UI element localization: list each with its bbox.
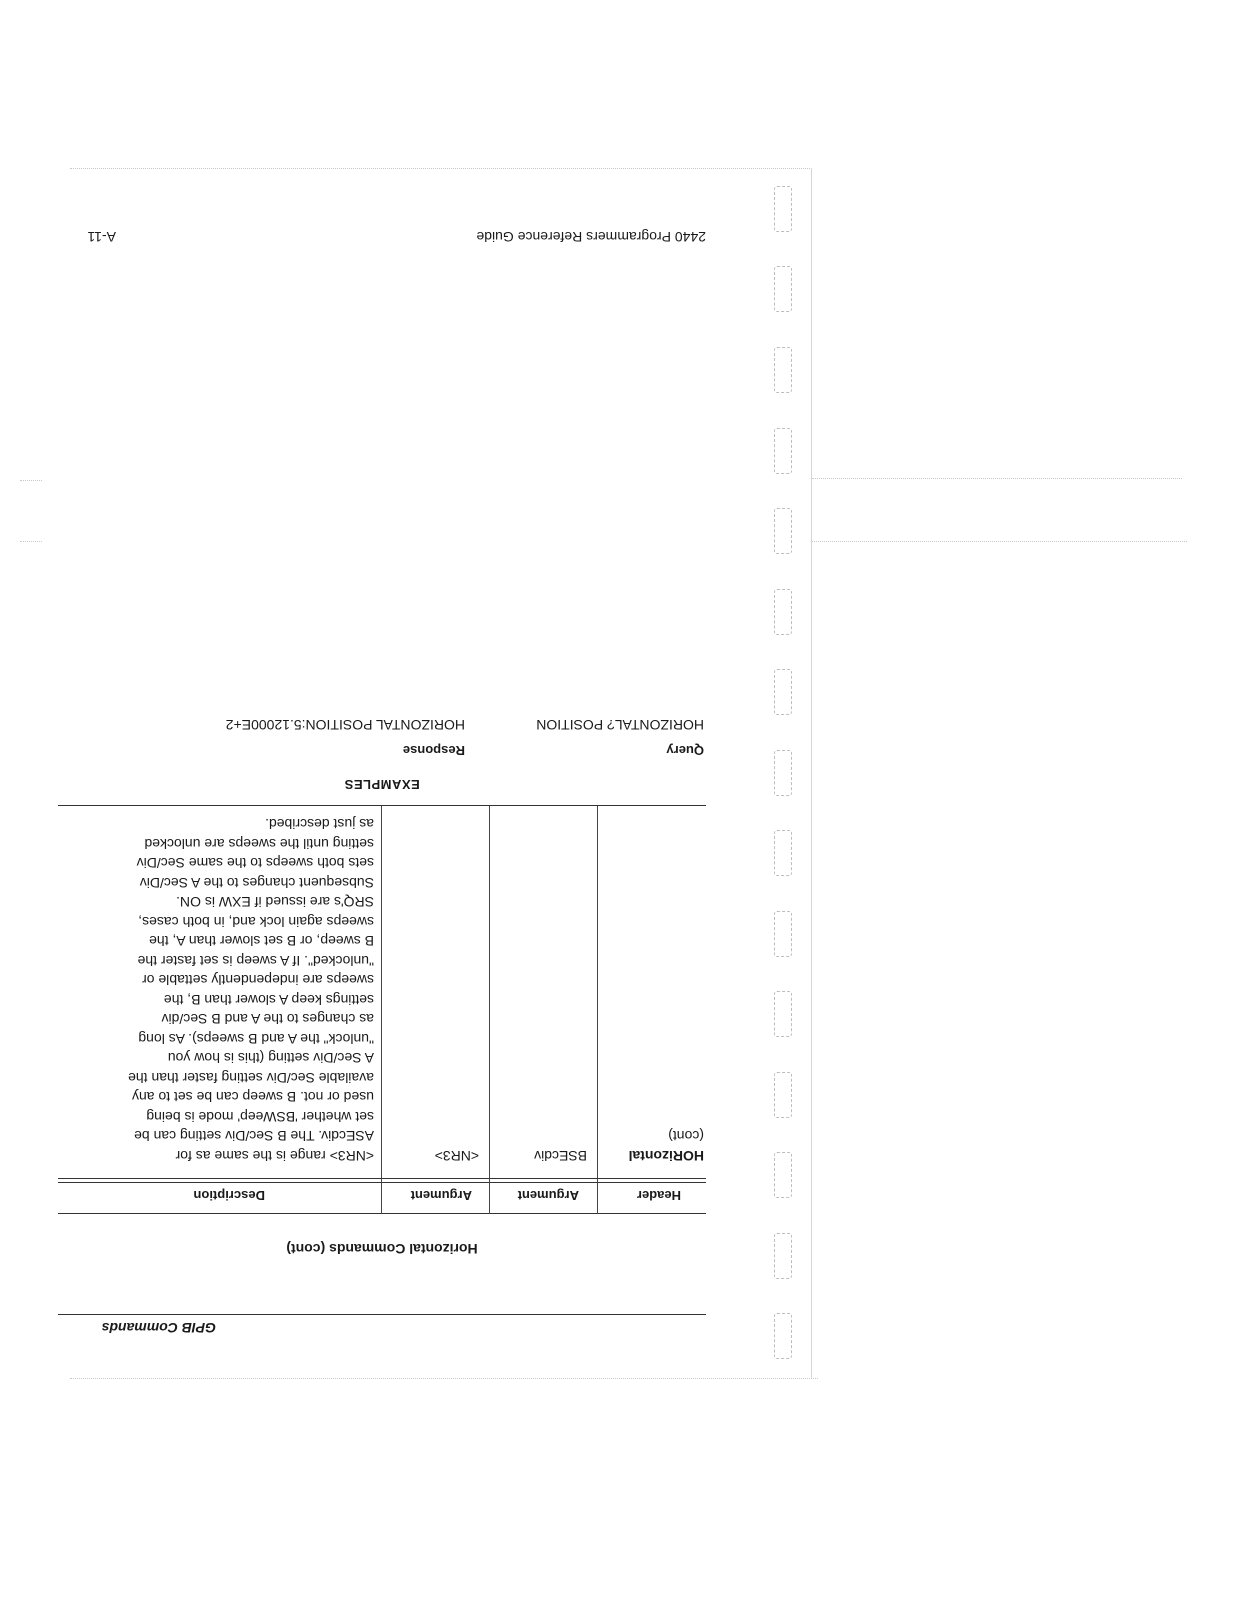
description-line: as just described. [265,816,374,833]
description-line: A Sec/Div setting (this is how you [167,1050,374,1067]
column-header-description: Description [193,1188,265,1203]
examples-title: EXAMPLES [344,777,420,792]
table-title: Horizontal Commands (cont) [286,1241,478,1257]
description-line: as changes to the A and B Sec/div [161,1011,374,1028]
response-value: HORIZONTAL POSITION:5.12000E+2 [225,717,465,733]
row-header-name: HORizontal [628,1148,704,1164]
column-header-argument-2: Argument [410,1188,472,1203]
description-line: sweeps are independently settable or [142,972,374,989]
row-argument-2: <NR3> [434,1148,479,1164]
header-rule [58,1314,706,1315]
description-line: Subsequent changes to the A Sec/Div [139,875,374,891]
column-divider [489,806,490,1214]
description-line: ASEcdiv. The B Sec/Div setting can be [134,1128,374,1145]
description-line: B sweep, or B set slower than A, the [149,933,374,950]
column-header-argument-1: Argument [517,1188,579,1203]
column-header-header: Header [636,1188,681,1203]
description-line: "unlocked". If A sweep is set faster the [137,953,374,969]
description-line: setting until the sweeps are unlocked [144,836,374,852]
table-top-rule [58,1213,706,1214]
query-label: Query [666,743,704,758]
description-line: settings keep A slower than B, the [163,992,374,1008]
column-divider [597,806,598,1214]
row-argument-1: BSEcdiv [534,1148,587,1164]
row-header [629,1126,704,1165]
description-line: "unlock" the A and B sweeps). As long [138,1031,374,1047]
description-line: used or not. B sweep can be set to any [131,1089,374,1106]
query-value: HORIZONTAL? POSITION [536,717,704,733]
description-line: set whether 'BSWeep' mode is being [146,1109,374,1125]
table-bottom-rule [58,805,706,806]
description-line: sets both sweeps to the same Sec/Div [136,855,374,872]
section-title: GPIB Commands [101,1320,216,1336]
row-header-cont: (cont) [668,1128,704,1145]
header-double-rule [58,1182,706,1183]
column-divider [381,806,382,1214]
response-label: Response [402,743,465,758]
description-line: available Sec/Div setting faster than the [128,1070,374,1086]
description-line: <NR3> range is the same as for [175,1148,374,1164]
description-line: sweeps again lock and, in both cases, [138,914,374,930]
description-line: SRQ's are issued if EXW is ON. [176,894,374,911]
page-number: A-11 [87,229,116,245]
guide-title: 2440 Programmers Reference Guide [476,229,706,245]
header-double-rule [58,1178,706,1179]
row-description [74,814,374,1165]
